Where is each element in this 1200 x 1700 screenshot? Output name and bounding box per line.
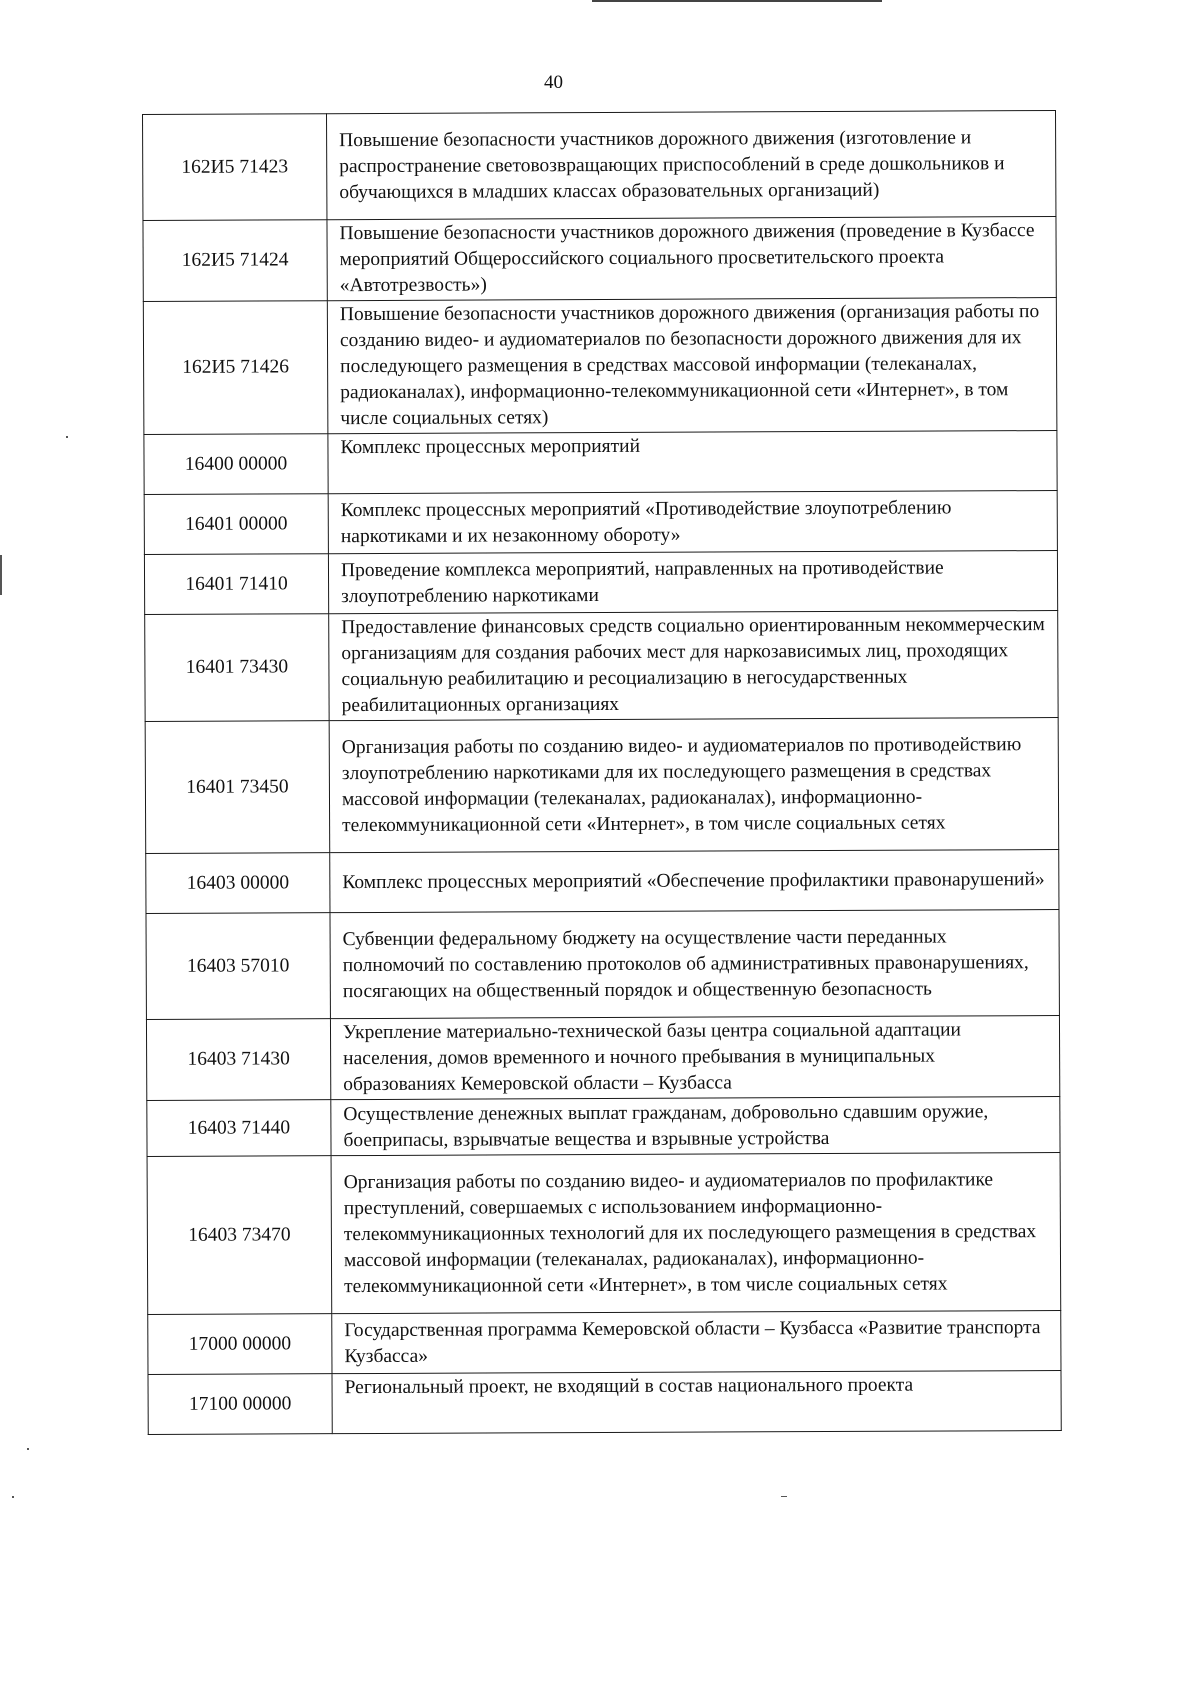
row-code: 162И5 71426: [143, 301, 328, 435]
row-code: 17100 00000: [148, 1374, 332, 1435]
row-code: 16403 71440: [147, 1100, 331, 1157]
table-row: [143, 217, 1056, 302]
scan-edge-mark: [0, 555, 2, 595]
row-code: 16401 71410: [144, 554, 328, 615]
table-row: [146, 1016, 1059, 1101]
row-description: Повышение безопасности участников дорожного движения (организация работы по созданию видео- и аудиоматериалов по безопасности дорожного движения для их последующего размещения в средствах массовой информации (телеканалах, радиоканалах), информационно-телекоммуникационной сети «Интернет», в том числе социальных сетях): [327, 298, 1057, 434]
table-row: [147, 1097, 1060, 1157]
row-code: 162И5 71423: [143, 114, 327, 221]
row-code: 16401 73430: [145, 614, 329, 722]
table-row: [146, 850, 1059, 914]
row-description: Организация работы по созданию видео- и аудиоматериалов по противодействию злоупотреблению наркотиками для их последующего размещения в средствах массовой информации (телеканалах, радиоканалах), информационно-телекоммуникационной сети «Интернет», в том числе социальных сетях: [329, 718, 1059, 853]
row-description: Комплекс процессных мероприятий «Обеспечение профилактики правонарушений»: [330, 850, 1059, 913]
scan-dot: [781, 1496, 787, 1497]
row-description: Субвенции федеральному бюджету на осуществление части переданных полномочий по составлению протоколов об административных правонарушениях, посягающих на общественный порядок и общественную безопасность: [330, 910, 1059, 1019]
row-description: Организация работы по созданию видео- и аудиоматериалов по профилактике преступлений, совершаемых с использованием информационно-телекоммуникационных технологий для их последующего размещения в средствах массовой информации (телеканалах, радиоканалах), информационно-телекоммуникационной сети «Интернет», в том числе социальных сетях: [331, 1153, 1061, 1314]
row-description: Региональный проект, не входящий в состав национального проекта: [332, 1371, 1061, 1434]
budget-classification-table: [142, 110, 1062, 1435]
table-row: [144, 431, 1057, 495]
row-description: Повышение безопасности участников дорожного движения (изготовление и распространение световозвращающих приспособлений в среде дошкольников и обучающихся в младших классах образовательных организаций): [327, 111, 1056, 220]
top-scan-rule: [592, 0, 882, 2]
page-number: 40: [544, 72, 563, 93]
row-code: 16403 00000: [146, 853, 330, 914]
row-code: 16401 00000: [144, 494, 328, 555]
table-row: [145, 611, 1058, 722]
row-code: 16401 73450: [145, 721, 330, 854]
row-code: 16403 71430: [146, 1019, 330, 1101]
row-description: Укрепление материально-технической базы центра социальной адаптации населения, домов временного и ночного пребывания в муниципальных образованиях Кемеровской области – Кузбасса: [330, 1016, 1059, 1100]
row-code: 16403 73470: [147, 1156, 332, 1315]
table-row: [146, 910, 1059, 1020]
table-row: [148, 1311, 1061, 1375]
row-description: Государственная программа Кемеровской области – Кузбасса «Развитие транспорта Кузбасса»: [332, 1311, 1061, 1374]
row-description: Комплекс процессных мероприятий «Противодействие злоупотреблению наркотиками и их незаконному обороту»: [328, 491, 1057, 554]
table-row: [144, 491, 1057, 555]
scan-dot: [66, 436, 68, 438]
row-description: Проведение комплекса мероприятий, направленных на противодействие злоупотреблению наркотиками: [328, 551, 1057, 614]
row-description: Предоставление финансовых средств социально ориентированным некоммерческим организациям для создания рабочих мест для наркозависимых лиц, проходящих социальную реабилитацию и ресоциализацию в негосударственных реабилитационных организациях: [329, 611, 1058, 721]
table-row: [145, 718, 1059, 854]
scan-dot: [12, 1496, 14, 1498]
scan-dot: [27, 1448, 29, 1450]
row-code: 162И5 71424: [143, 220, 327, 302]
row-code: 16403 57010: [146, 913, 330, 1020]
table-row: [143, 298, 1057, 435]
table-row: [148, 1371, 1061, 1435]
row-description: Комплекс процессных мероприятий: [328, 431, 1057, 494]
table-row: [147, 1153, 1061, 1315]
table-row: [143, 111, 1056, 221]
row-code: 17000 00000: [148, 1314, 332, 1375]
row-description: Повышение безопасности участников дорожного движения (проведение в Кузбассе мероприятий Общероссийского социального просветительского проекта «Автотрезвость»): [327, 217, 1056, 301]
row-code: 16400 00000: [144, 434, 328, 495]
row-description: Осуществление денежных выплат гражданам, добровольно сдавшим оружие, боеприпасы, взрывчатые вещества и взрывные устройства: [331, 1097, 1060, 1156]
table-row: [144, 551, 1057, 615]
